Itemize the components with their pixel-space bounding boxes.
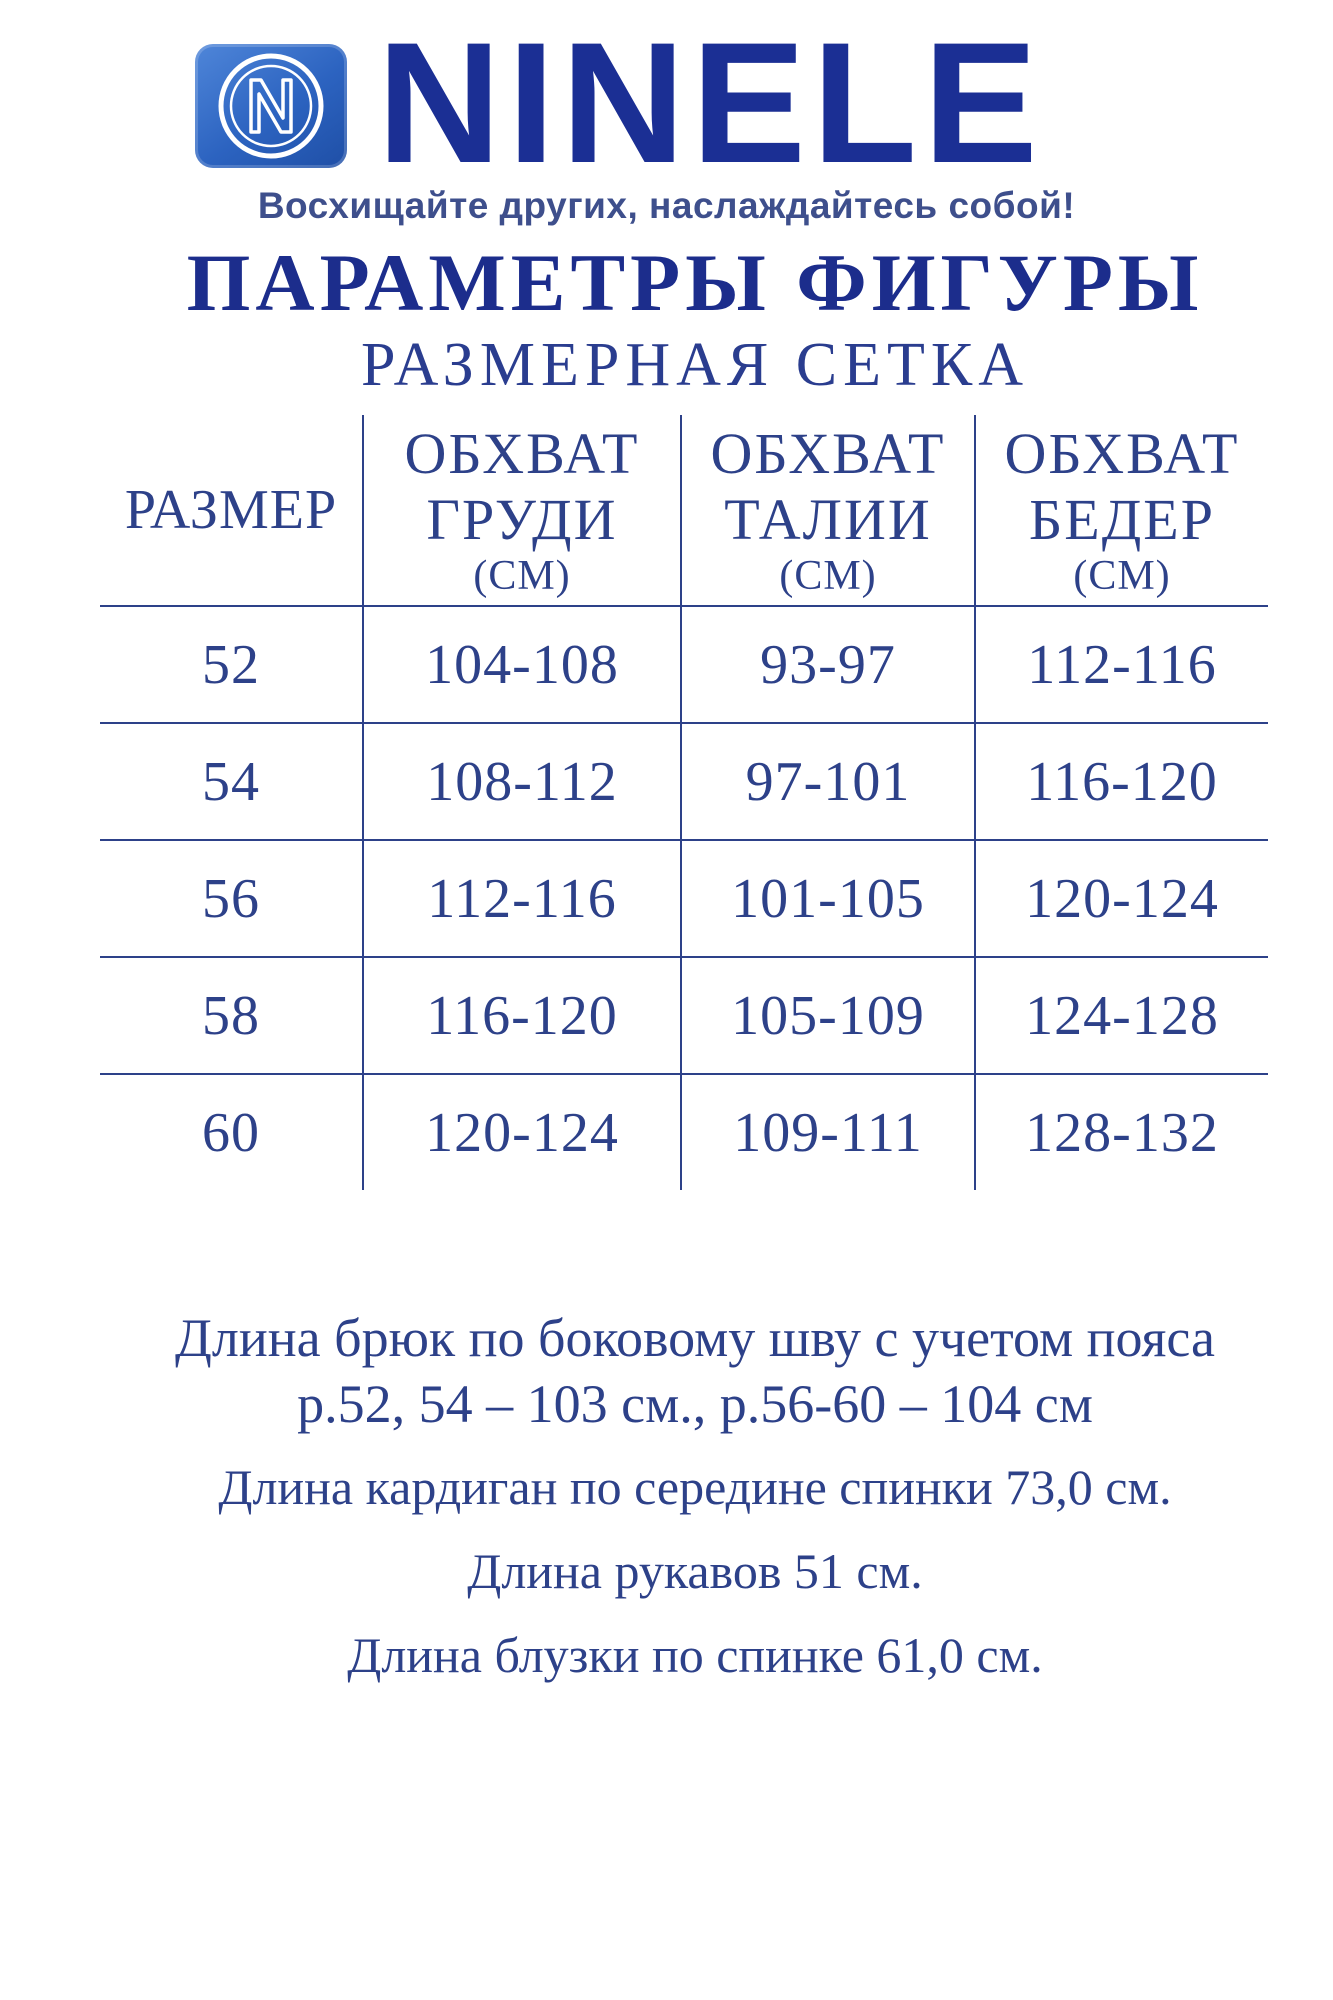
header-waist-unit: (СМ) xyxy=(779,553,877,599)
size-chart-table xyxy=(100,415,1268,1190)
page-subtitle: РАЗМЕРНАЯ СЕТКА xyxy=(361,331,1029,399)
header-hips-line2: БЕДЕР xyxy=(1029,487,1215,552)
table-header-row xyxy=(100,415,1268,607)
header-chest-line2: ГРУДИ xyxy=(426,487,618,552)
header-hips-line1: ОБХВАТ xyxy=(1004,421,1240,486)
table-row xyxy=(100,1075,1268,1190)
note-cardigan: Длина кардиган по середине спинки 73,0 см. xyxy=(218,1459,1172,1515)
header-waist-line2: ТАЛИИ xyxy=(724,487,932,552)
note-blouse: Длина блузки по спинке 61,0 см. xyxy=(347,1627,1043,1683)
note-trousers-line2: р.52, 54 – 103 см., р.56-60 – 104 см xyxy=(297,1374,1093,1434)
brand-wordmark: NINELE xyxy=(377,7,1044,199)
cell-hips: 116-120 xyxy=(1026,750,1218,813)
table-row xyxy=(100,958,1268,1075)
table-row xyxy=(100,841,1268,958)
table-row xyxy=(100,607,1268,724)
cell-waist: 105-109 xyxy=(682,958,976,1073)
cell-hips: 124-128 xyxy=(1025,984,1219,1047)
cell-waist: 97-101 xyxy=(682,724,976,839)
cell-hips: 112-116 xyxy=(1027,633,1217,696)
cell-size: 60 xyxy=(100,1075,364,1190)
table-row xyxy=(100,724,1268,841)
ninele-n-emblem-icon xyxy=(195,44,347,168)
header-chest xyxy=(364,415,682,605)
cell-waist: 93-97 xyxy=(682,607,976,722)
brand-tagline: Восхищайте других, наслаждайтесь собой! xyxy=(257,185,1076,226)
header-chest-unit: (СМ) xyxy=(473,553,571,599)
cell-chest: 108-112 xyxy=(364,724,682,839)
cell-chest: 116-120 xyxy=(364,958,682,1073)
cell-chest: 112-116 xyxy=(364,841,682,956)
cell-size: 52 xyxy=(100,607,364,722)
cell-size: 54 xyxy=(100,724,364,839)
header-waist-line1: ОБХВАТ xyxy=(710,421,946,486)
measurement-notes xyxy=(0,1305,1333,1687)
header-size: РАЗМЕР xyxy=(100,415,364,605)
note-sleeves: Длина рукавов 51 см. xyxy=(467,1543,923,1599)
cell-waist: 109-111 xyxy=(682,1075,976,1190)
cell-size: 58 xyxy=(100,958,364,1073)
cell-size: 56 xyxy=(100,841,364,956)
header-hips xyxy=(976,415,1268,605)
cell-hips: 128-132 xyxy=(1025,1101,1219,1164)
header-hips-unit: (СМ) xyxy=(1073,553,1171,599)
cell-chest: 120-124 xyxy=(364,1075,682,1190)
cell-chest: 104-108 xyxy=(364,607,682,722)
cell-hips: 120-124 xyxy=(1025,867,1219,930)
page-title: ПАРАМЕТРЫ ФИГУРЫ xyxy=(186,237,1204,328)
header-chest-line1: ОБХВАТ xyxy=(404,421,640,486)
brand-header xyxy=(195,7,1175,199)
header-waist xyxy=(682,415,976,605)
cell-waist: 101-105 xyxy=(682,841,976,956)
note-trousers-line1: Длина брюк по боковому шву с учетом пояса xyxy=(175,1308,1215,1368)
